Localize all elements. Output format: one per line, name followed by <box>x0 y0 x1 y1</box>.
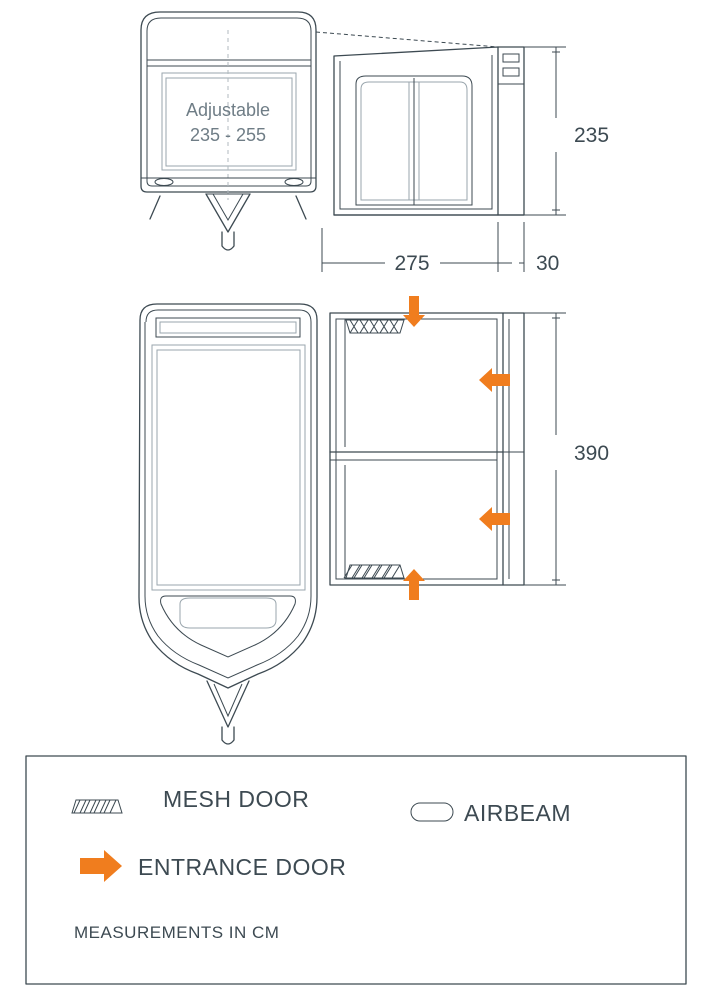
dimension-depth-extra-value: 30 <box>536 252 560 275</box>
dimension-width-value: 390 <box>574 442 610 465</box>
mesh-door-icon <box>346 320 404 333</box>
legend-units-note: MEASUREMENTS IN CM <box>74 923 280 942</box>
dimension-depth-main-value: 275 <box>394 252 430 275</box>
entrance-door-arrow-icon <box>479 507 510 531</box>
entrance-door-arrow-icon <box>479 368 510 392</box>
mesh-door-icon <box>344 565 404 578</box>
legend-box <box>26 756 686 984</box>
dimension-width <box>524 313 609 585</box>
legend-entrance-door-label: ENTRANCE DOOR <box>138 854 347 880</box>
dimension-height-value: 235 <box>574 124 610 147</box>
legend-airbeam-icon <box>411 803 453 821</box>
dimension-height <box>498 47 609 215</box>
adjustable-range: 235 - 255 <box>189 125 267 145</box>
dimension-depth <box>322 222 559 275</box>
legend-mesh-door-icon <box>72 800 122 813</box>
plan-view <box>139 296 609 744</box>
side-elevation-view <box>316 32 609 275</box>
adjustable-label: Adjustable <box>185 100 271 120</box>
front-elevation-view <box>141 12 316 250</box>
legend-mesh-door-label: MESH DOOR <box>163 786 310 812</box>
legend-entrance-door-arrow-icon <box>80 850 122 882</box>
entrance-door-arrow-icon <box>403 296 425 327</box>
legend-airbeam-label: AIRBEAM <box>464 800 572 826</box>
